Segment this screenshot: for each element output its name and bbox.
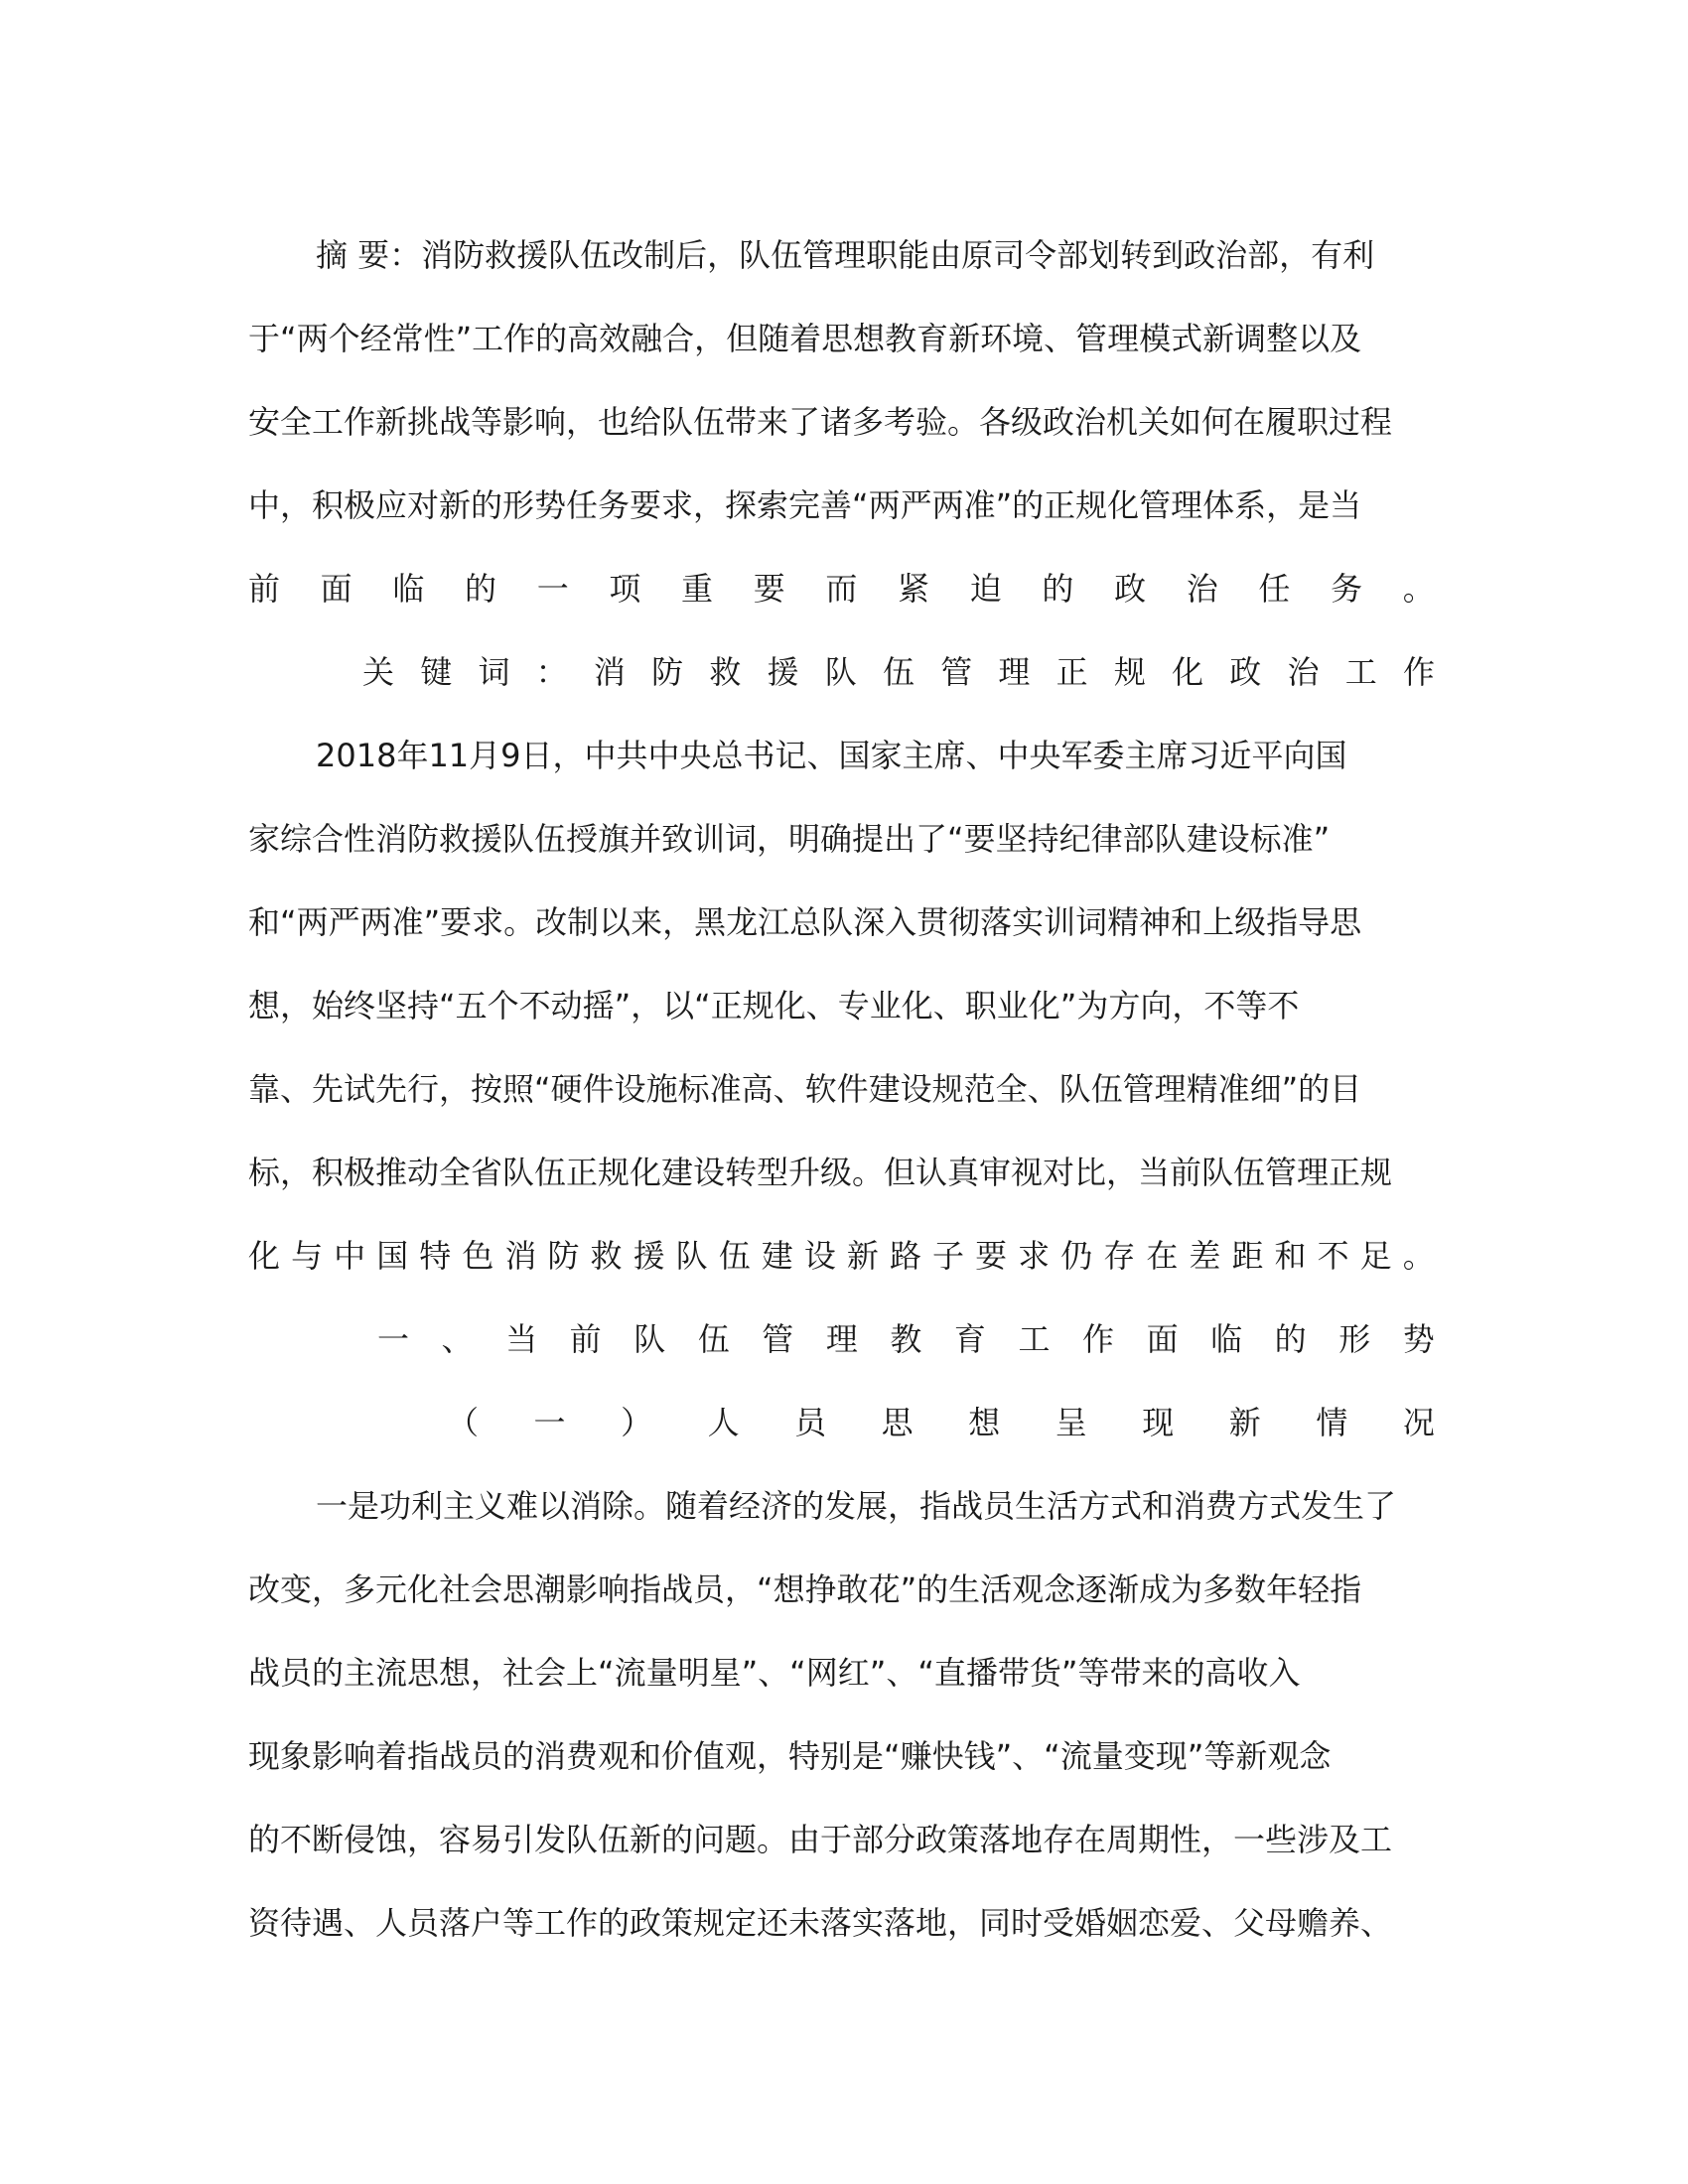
intro-line: 靠、先试先行，按照“硬件设施标准高、软件建设规范全、队伍管理精准细”的目 [248, 1070, 1362, 1108]
intro-line: 标，积极推动全省队伍正规化建设转型升级。但认真审视对比，当前队伍管理正规 [248, 1154, 1393, 1191]
body-line: 资待遇、人员落户等工作的政策规定还未落实落地，同时受婚姻恋爱、父母赡养、 [248, 1904, 1393, 1942]
body-line: 战员的主流思想，社会上“流量明星”、“网红”、“直播带货”等带来的高收入 [248, 1654, 1301, 1692]
section-heading: 一 、 当 前 队 伍 管 理 教 育 工 作 面 临 的 形 势 [377, 1320, 1435, 1358]
intro-line-last: 化 与 中 国 特 色 消 防 救 援 队 伍 建 设 新 路 子 要 求 仍 存 在 差 距 和 不 足 。 [248, 1237, 1435, 1275]
intro-line: 想，始终坚持“五个不动摇”，以“正规化、专业化、职业化”为方向，不等不 [248, 987, 1300, 1024]
section-subheading: （ 一 ） 人 员 思 想 呈 现 新 情 况 [447, 1404, 1435, 1441]
body-line: 现象影响着指战员的消费观和价值观，特别是“赚快钱”、“流量变现”等新观念 [248, 1737, 1332, 1775]
intro-line: 家综合性消防救援队伍授旗并致训词，明确提出了“要坚持纪律部队建设标准” [248, 820, 1331, 858]
intro-line: 和“两严两准”要求。改制以来，黑龙江总队深入贯彻落实训词精神和上级指导思 [248, 903, 1362, 941]
abstract-line: 安全工作新挑战等影响，也给队伍带来了诸多考验。各级政治机关如何在履职过程 [248, 403, 1393, 441]
keywords-line: 关 键 词 ： 消 防 救 援 队 伍 管 理 正 规 化 政 治 工 作 [362, 653, 1435, 691]
abstract-line: 中，积极应对新的形势任务要求，探索完善“两严两准”的正规化管理体系，是当 [248, 486, 1362, 524]
body-line: 一是功利主义难以消除。随着经济的发展，指战员生活方式和消费方式发生了 [316, 1487, 1397, 1525]
abstract-line: 摘 要：消防救援队伍改制后，队伍管理职能由原司令部划转到政治部，有利 [316, 236, 1375, 274]
abstract-line: 于“两个经常性”工作的高效融合，但随着思想教育新环境、管理模式新调整以及 [248, 320, 1362, 357]
intro-line: 2018年11月9日，中共中央总书记、国家主席、中央军委主席习近平向国 [316, 737, 1347, 774]
body-line: 的不断侵蚀，容易引发队伍新的问题。由于部分政策落地存在周期性，一些涉及工 [248, 1821, 1393, 1858]
body-line: 改变，多元化社会思潮影响指战员，“想挣敢花”的生活观念逐渐成为多数年轻指 [248, 1570, 1362, 1608]
document-page [248, 213, 1435, 1965]
abstract-line-last: 前 面 临 的 一 项 重 要 而 紧 迫 的 政 治 任 务 。 [248, 570, 1435, 608]
